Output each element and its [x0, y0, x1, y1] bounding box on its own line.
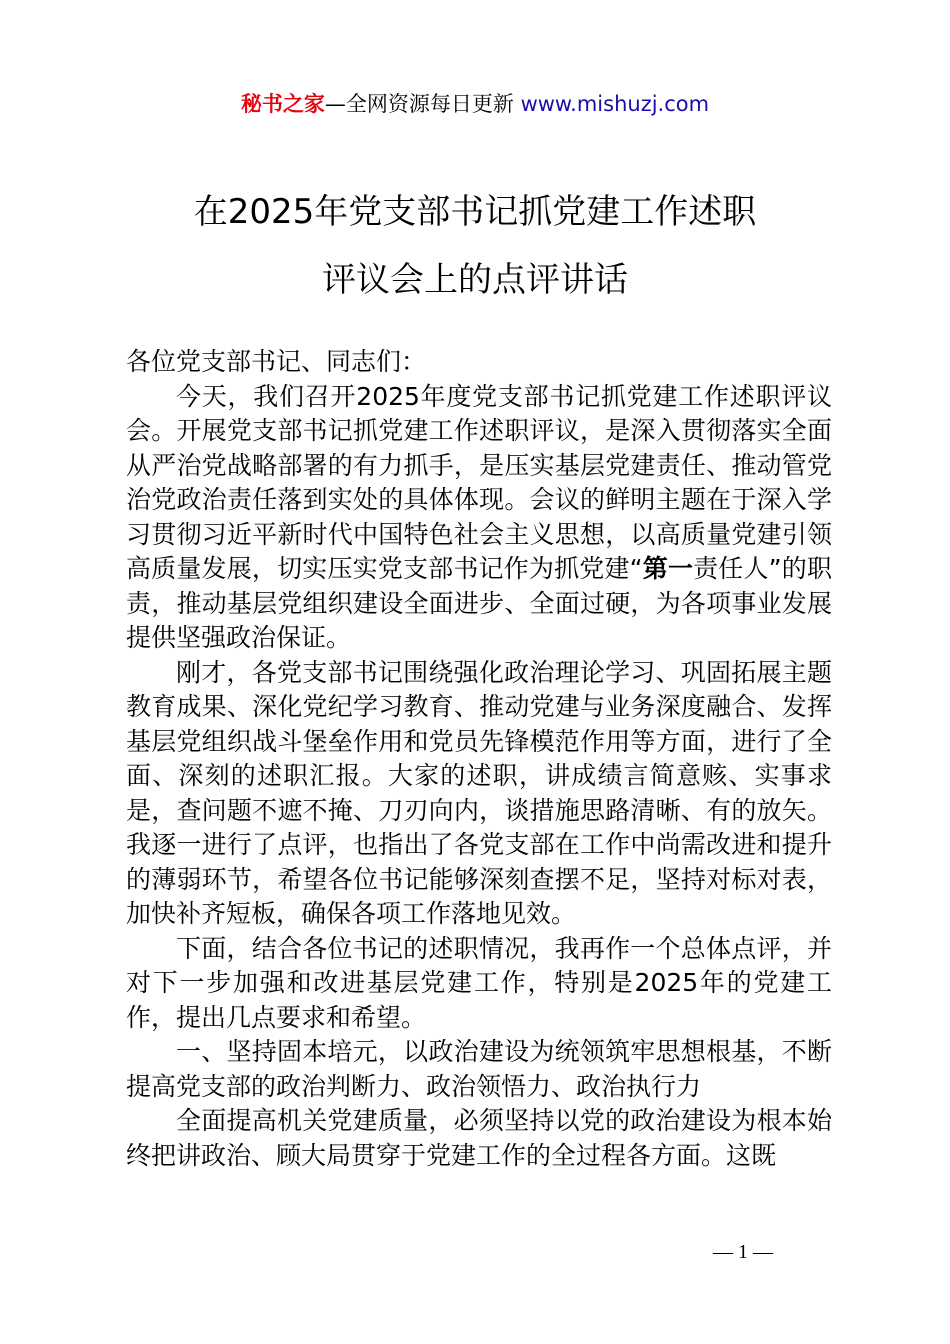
- paragraph-1-bold: 第一: [642, 554, 694, 583]
- paragraph-3: 下面，结合各位书记的述职情况，我再作一个总体点评，并对下一步加强和改进基层党建工作，特别是2025年的党建工作，提出几点要求和希望。: [126, 933, 832, 1032]
- document-body: [126, 345, 832, 1173]
- page-number: — 1 —: [713, 1241, 773, 1263]
- document-title-line1: 在2025年党支部书记抓党建工作述职: [193, 192, 757, 232]
- brand-name: 秘书之家: [240, 92, 325, 116]
- paragraph-1-text-end: 责任人”的职责，推动基层党组织建设全面进步、全面过硬，为各项事业发展提供坚强政治保证。: [126, 554, 832, 652]
- salutation: 各位党支部书记、同志们：: [126, 347, 427, 376]
- document-title-line2: 评议会上的点评讲话: [322, 260, 628, 300]
- header-slogan: —全网资源每日更新: [324, 92, 521, 116]
- paragraph-5: 全面提高机关党建质量，必须坚持以党的政治建设为根本始终把讲政治、顾大局贯穿于党建工作的全过程各方面。这既: [126, 1106, 832, 1170]
- paragraph-1: [126, 380, 832, 656]
- site-header: [0, 86, 950, 122]
- section-heading-1: 一、坚持固本培元，以政治建设为统领筑牢思想根基，不断提高党支部的政治判断力、政治领悟力、政治执行力: [126, 1037, 832, 1101]
- paragraph-1-text: 今天，我们召开2025年度党支部书记抓党建工作述职评议会。开展党支部书记抓党建工作述职评议，是深入贯彻落实全面从严治党战略部署的有力抓手，是压实基层党建责任、推动管党治党政治责任落到实处的具体体现。会议的鲜明主题在于深入学习贯彻习近平新时代中国特色社会主义思想，以高质量党建引领高质量发展，切实压实党支部书记作为抓党建“: [126, 381, 832, 583]
- paragraph-2: 刚才，各党支部书记围绕强化政治理论学习、巩固拓展主题教育成果、深化党纪学习教育、推动党建与业务深度融合、发挥基层党组织战斗堡垒作用和党员先锋模范作用等方面，进行了全面、深刻的述职汇报。大家的述职，讲成绩言简意赅、实事求是，查问题不遮不掩、刀刃向内，谈措施思路清晰、有的放矢。我逐一进行了点评，也指出了各党支部在工作中尚需改进和提升的薄弱环节，希望各位书记能够深刻查摆不足，坚持对标对表，加快补齐短板，确保各项工作落地见效。: [126, 657, 832, 928]
- site-url-link[interactable]: www.mishuzj.com: [520, 92, 710, 116]
